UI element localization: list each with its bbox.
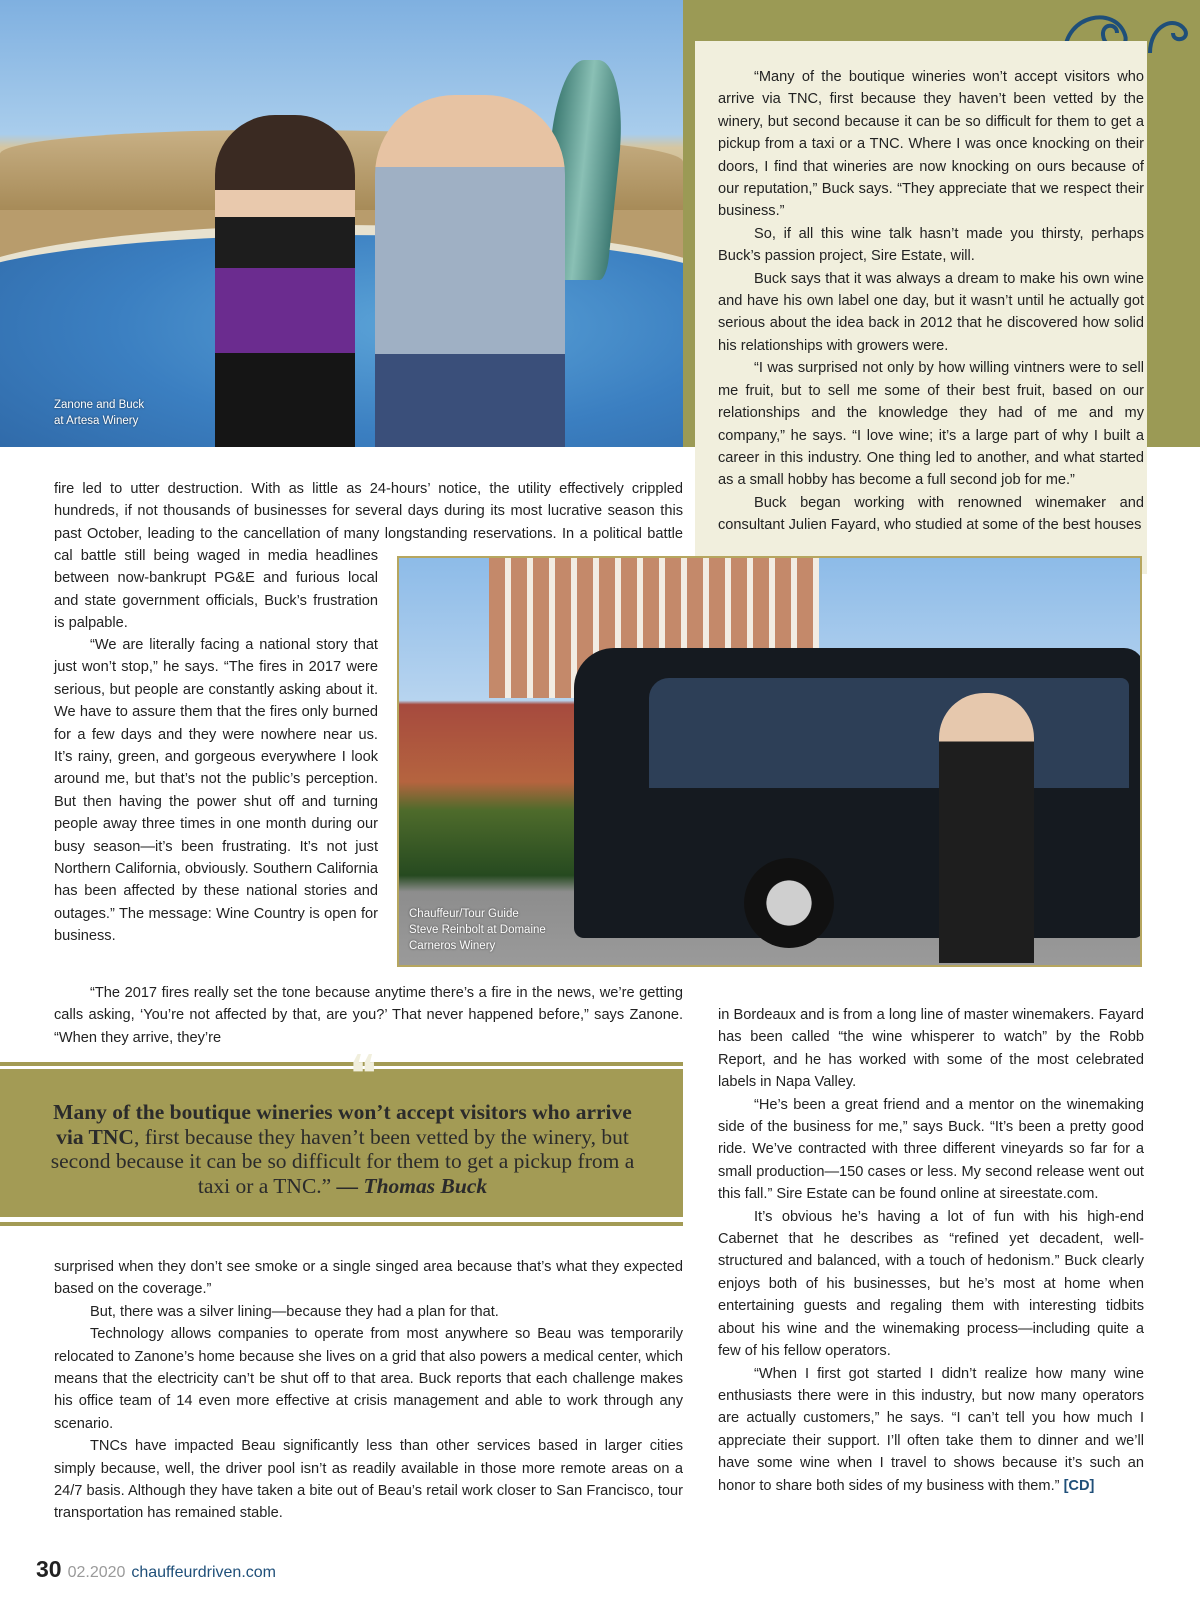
article-left-column [54, 545, 378, 948]
winery-photo [0, 0, 683, 447]
pull-quote: Many of the boutique wineries won’t accept visitors who arrive via TNC, first because they haven’t been vetted by the winery, but second because it can be so difficult for them to get a pickup from a taxi or a TNC.” — Thomas Buck [50, 1100, 635, 1198]
article-continuation [54, 982, 683, 1049]
issue-date: 02.2020 [67, 1564, 126, 1581]
page-footer [36, 1556, 276, 1583]
photo-caption: Chauffeur/Tour Guide Steve Reinbolt at Domaine Carneros Winery [409, 908, 546, 952]
article-paragraph: Technology allows companies to operate from most anywhere so Beau was temporarily relocated to Zanone’s home because she lives on a grid that also powers a medical center, which means that the electricity can’t be shut off to that area. Buck reports that each challenge makes his office team of 14 even more effective at crisis management and able to work through any scenario. [54, 1326, 683, 1432]
website-link[interactable]: chauffeurdriven.com [131, 1564, 276, 1581]
article-paragraph-continued: cal battle still being waged in media headlines between now-bankrupt PG&E and furious local and state government officials, Buck’s frustration is palpable. [54, 548, 378, 632]
person-chauffeur [939, 693, 1034, 963]
sidebar-paragraph: “I was surprised not only by how willing vintners were to sell me fruit, but to sell me some of their best fruit, based on our relationships and the knowledge they had of me and my company,” he says. “I love wine; it’s a large part of why I built a career in this industry. One thing led to another, and what started as a small hobby has become a full second job for me.” [718, 360, 1144, 489]
article-paragraph: TNCs have impacted Beau significantly less than other services based in larger cities simply because, well, the driver pool isn’t as readily available in those more remote areas on a 24/7 basis. Although they have taken a bite out of Beau’s retail work closer to San Francisco, tour transportation has remained stable. [54, 1438, 683, 1522]
article-paragraph: fire led to utter destruction. With as little as 24-hours’ notice, the utility effectively crippled hundreds, if not thousands of businesses for several days during its most lucrative season this past October, leading to the cancellation of many longstanding reservations. In a political battle [54, 481, 683, 542]
sidebar-paragraph: Buck says that it was always a dream to make his own wine and have his own label one day, but it wasn’t until he actually got serious about the idea back in 2012 that he discovered how solid his relationships with growers were. [718, 270, 1144, 354]
photo-caption: Zanone and Buck at Artesa Winery [54, 399, 145, 427]
bus-photo [397, 556, 1142, 967]
article-paragraph: “The 2017 fires really set the tone because anytime there’s a fire in the news, we’re getting calls asking, ‘You’re not affected by that, are you?’ That never happened before,” says Zanone. “When they arrive, they’re [54, 985, 683, 1046]
person-buck [375, 95, 565, 447]
sidebar-paragraph: So, if all this wine talk hasn’t made you thirsty, perhaps Buck’s passion project, Sire Estate, will. [718, 225, 1144, 265]
article-paragraph: “When I first got started I didn’t realize how many wine enthusiasts there were in this industry, but now many operators are actually customers,” he says. “I can’t tell you how much I appreciate their support. I’ll often take them to dinner and we’ll have some wine when I travel to shows because it’s such an honor to share both sides of my business with them.” [CD] [718, 1365, 1144, 1494]
page-number: 30 [36, 1556, 62, 1582]
end-mark: [CD] [1063, 1477, 1095, 1494]
person-zanone [215, 115, 355, 447]
article-paragraph: It’s obvious he’s having a lot of fun with his high-end Cabernet that he describes as “refined yet decadent, well-structured and balanced, with a touch of hedonism.” Buck clearly enjoys both of his businesses, but he’s most at home when entertaining guests and regaling them with interesting tidbits about his wine and the winemaking process—including quite a few of his fellow operators. [718, 1208, 1144, 1360]
article-paragraph: in Bordeaux and is from a long line of master winemakers. Fayard has been called “the wine whisperer to watch” by the Robb Report, and he has worked with some of the most celebrated labels in Napa Valley. [718, 1007, 1144, 1091]
article-paragraph: “We are literally facing a national story that just won’t stop,” he says. “The fires in 2017 were serious, but people are constantly asking about it. We have to assure them that the fires only burned for a few days and they were nowhere near us. It’s rainy, green, and gorgeous everywhere I look around me, but that’s not the public’s perception. But then having the power shut off and turning people away three times in one month during our busy season—it’s been frustrating. It’s not just Northern California, obviously. Southern California has been affected by these national stories and outages.” The message: Wine Country is open for business. [54, 637, 378, 945]
article-bottom [54, 1256, 683, 1525]
sidebar-paragraph: Buck began working with renowned winemaker and consultant Julien Fayard, who studied at some of the best houses [718, 494, 1144, 534]
article-paragraph: surprised when they don’t see smoke or a single singed area because that’s what they expected based on the coverage.” [54, 1259, 683, 1298]
article-intro [54, 478, 683, 544]
quote-mark-icon: ❝ [349, 1045, 377, 1105]
sidebar-paragraph: “Many of the boutique wineries won’t accept visitors who arrive via TNC, first because they haven’t been vetted by the winery, but second because it can be so difficult for them to get a pickup from a taxi or a TNC. Where I was once knocking on their doors, I find that wineries are now knocking on ours because of our reputation,” Buck says. “They appreciate that we respect their business.” [718, 69, 1144, 220]
article-right-column [718, 1004, 1144, 1497]
article-paragraph: But, there was a silver lining—because they had a plan for that. [90, 1303, 499, 1320]
article-paragraph: “He’s been a great friend and a mentor on the winemaking side of the business for me,” says Buck. “It’s been a pretty good ride. We’ve contracted with three different vineyards so far for a small production—150 cases or less. My second release went out this fall.” Sire Estate can be found online at sireestate.com. [718, 1096, 1144, 1203]
sidebar-text [718, 66, 1144, 537]
